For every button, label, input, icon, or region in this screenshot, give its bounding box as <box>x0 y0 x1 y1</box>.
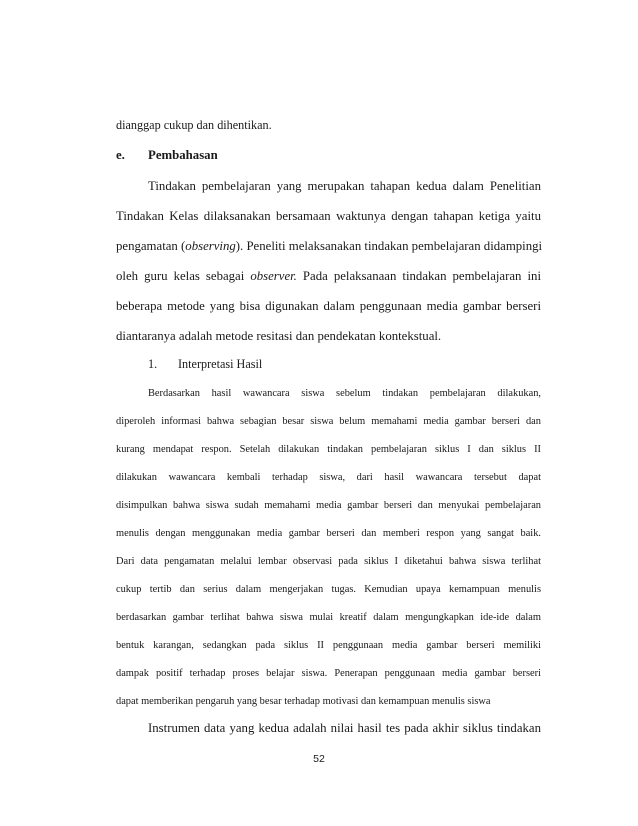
para2-line: Dari data pengamatan melalui lembar observasi pada siklus I diketahui bahwa siswa terlihat <box>116 556 541 567</box>
para1-line-5: beberapa metode yang bisa digunakan dalam penggunaan media gambar berseri <box>116 299 541 313</box>
subsection-number: 1. <box>148 357 158 371</box>
para1-line-1: Tindakan pembelajaran yang merupakan tahapan kedua dalam Penelitian <box>148 179 541 193</box>
para2-line: dilakukan wawancara kembali terhadap siswa, dari hasil wawancara tersebut dapat <box>116 472 541 483</box>
para2-line: menulis dengan menggunakan media gambar berseri dan memberi respon yang sangat baik. <box>116 528 541 539</box>
para1-line-3-italic: observing <box>185 239 236 253</box>
para2-line: bentuk karangan, sedangkan pada siklus II penggunaan media gambar berseri memiliki <box>116 640 541 651</box>
para2-line: kurang mendapat respon. Setelah dilakukan tindakan pembelajaran siklus I dan siklus II <box>116 444 541 455</box>
para1-line-3-c: ). Peneliti melaksanakan tindakan pembelajaran didampingi <box>235 239 543 253</box>
para1-line-4-a: oleh guru kelas sebagai <box>116 269 251 283</box>
para2-line: cukup tertib dan serius dalam mengerjakan tugas. Kemudian upaya kemampuan menulis <box>116 584 541 595</box>
para2-line: disimpulkan bahwa siswa sudah memahami media gambar berseri dan menyukai pembelajaran <box>116 500 541 511</box>
para2-line: diperoleh informasi bahwa sebagian besar siswa belum memahami media gambar berseri dan <box>116 416 541 427</box>
para3-line-1: Instrumen data yang kedua adalah nilai hasil tes pada akhir siklus tindakan <box>148 721 541 735</box>
para2-line: Berdasarkan hasil wawancara siswa sebelum tindakan pembelajaran dilakukan, <box>148 388 541 399</box>
para1-line-3-a: pengamatan ( <box>116 239 186 253</box>
para1-line-6: diantaranya adalah metode resitasi dan pendekatan kontekstual. <box>116 329 442 343</box>
para2-line: dampak positif terhadap proses belajar siswa. Penerapan penggunaan media gambar berseri <box>116 668 541 679</box>
para1-line-4-italic: observer. <box>250 269 297 283</box>
section-marker: e. <box>116 148 125 162</box>
para1-line-4-c: Pada pelaksanaan tindakan pembelajaran ini <box>296 269 541 283</box>
para2-line: dapat memberikan pengaruh yang besar terhadap motivasi dan kemampuan menulis siswa <box>116 696 491 707</box>
para1-line-2: Tindakan Kelas dilaksanakan bersamaan waktunya dengan tahapan ketiga yaitu <box>116 209 541 223</box>
para1-line-3 <box>116 238 541 254</box>
para2-line: berdasarkan gambar terlihat bahwa siswa mulai kreatif dalam mengungkapkan ide-ide dalam <box>116 612 541 623</box>
para1-line-4 <box>116 268 541 284</box>
section-title: Pembahasan <box>148 148 218 162</box>
intro-line: dianggap cukup dan dihentikan. <box>116 118 272 132</box>
page-number: 52 <box>313 753 325 765</box>
subsection-title: Interpretasi Hasil <box>178 357 263 371</box>
